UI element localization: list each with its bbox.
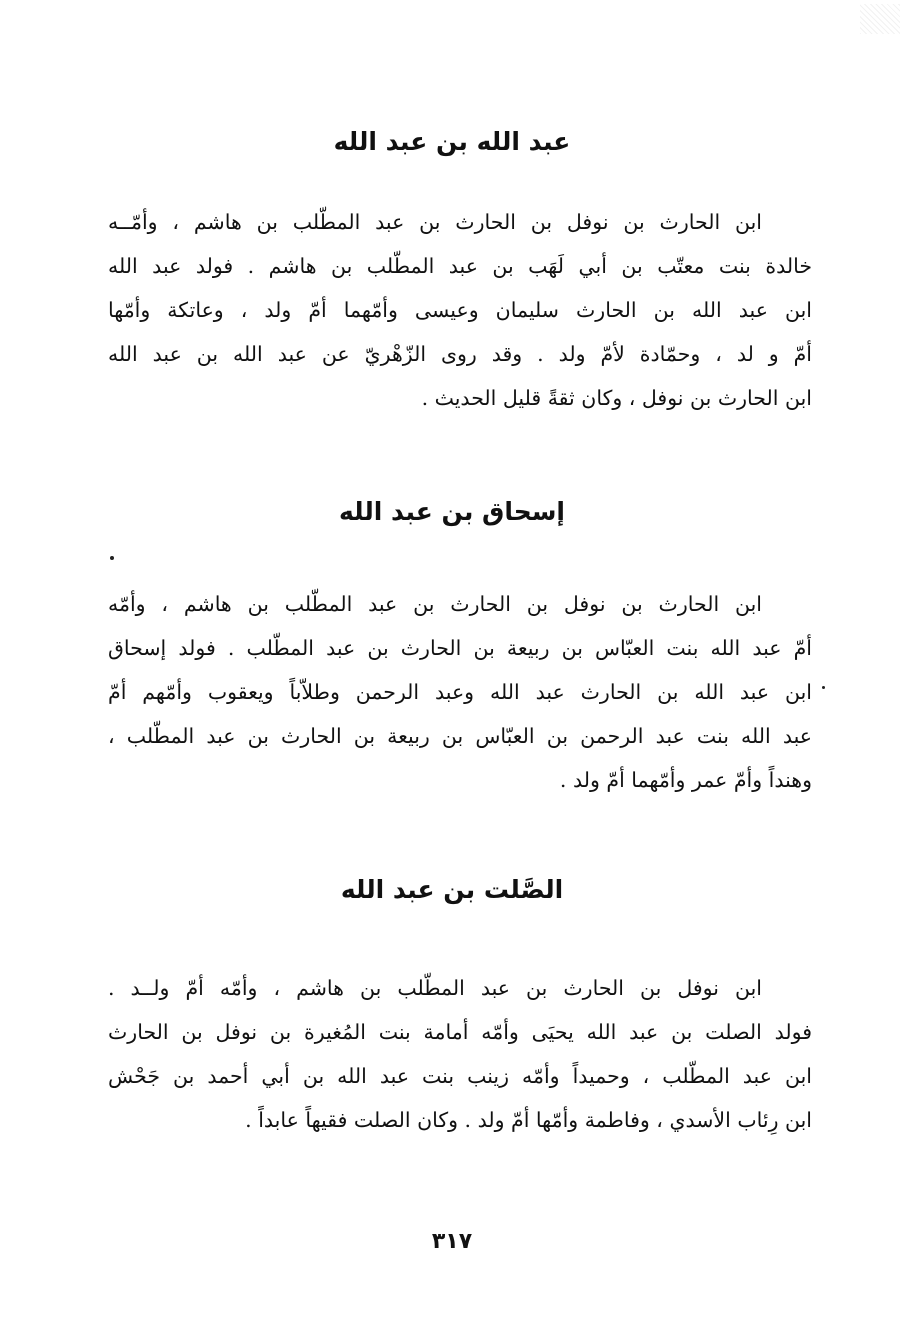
page-number: ٣١٧ (431, 1229, 473, 1254)
scan-speck (110, 556, 114, 560)
section-body-salt (108, 966, 812, 1142)
text-line: عبد الله بنت عبد الرحمن بن العبّاس بن ربيعة بن الحارث بن عبد المطّلب ، (108, 724, 812, 748)
text-line: ابن الحارث بن نوفل بن الحارث بن عبد المطّلب بن هاشم ، وأمّــه (108, 210, 762, 234)
text-line: ابن عبد الله بن الحارث سليمان وعيسى وأمّهما أمّ ولد ، وعاتكة وأمّها (108, 298, 812, 322)
section-body-abdullah (108, 200, 812, 420)
text-line: ابن عبد المطّلب ، وحميداً وأمّه زينب بنت عبد الله بن أبي أحمد بن جَحْش (108, 1064, 812, 1088)
text-line: ابن رِئاب الأسدي ، وفاطمة وأمّها أمّ ولد . وكان الصلت فقيهاً عابداً . (245, 1108, 812, 1132)
section-title-abdullah: عبد الله بن عبد الله (333, 127, 571, 156)
text-line: ابن نوفل بن الحارث بن عبد المطّلب بن هاشم ، وأمّه أمّ ولــد . (108, 976, 762, 1000)
text-line: فولد الصلت بن عبد الله يحيَى وأمّه أمامة بنت المُغيرة بن نوفل بن الحارث (108, 1020, 812, 1044)
text-line: ابن الحارث بن نوفل ، وكان ثقةً قليل الحديث . (421, 386, 812, 410)
text-line: وهنداً وأمّ عمر وأمّهما أمّ ولد . (559, 768, 812, 792)
text-line: خالدة بنت معتّب بن أبي لَهَب بن عبد المطّلب بن هاشم . فولد عبد الله (108, 254, 812, 278)
text-line: ابن عبد الله بن الحارث عبد الله وعبد الرحمن وطلاّباً ويعقوب وأمّهم أمّ (108, 680, 812, 704)
scan-noise (860, 4, 900, 34)
section-title-ishaq: إسحاق بن عبد الله (339, 497, 565, 526)
section-body-ishaq (108, 582, 812, 802)
text-line: أمّ و لد ، وحمّادة لأمّ ولد . وقد روى الزّهْريّ عن عبد الله بن عبد الله (108, 342, 812, 366)
scan-speck (822, 686, 825, 689)
section-title-salt: الصَّلت بن عبد الله (340, 875, 564, 904)
text-line: أمّ عبد الله بنت العبّاس بن ربيعة بن الحارث بن عبد المطّلب . فولد إسحاق (108, 636, 812, 660)
text-line: ابن الحارث بن نوفل بن الحارث بن عبد المطّلب بن هاشم ، وأمّه (108, 592, 762, 616)
